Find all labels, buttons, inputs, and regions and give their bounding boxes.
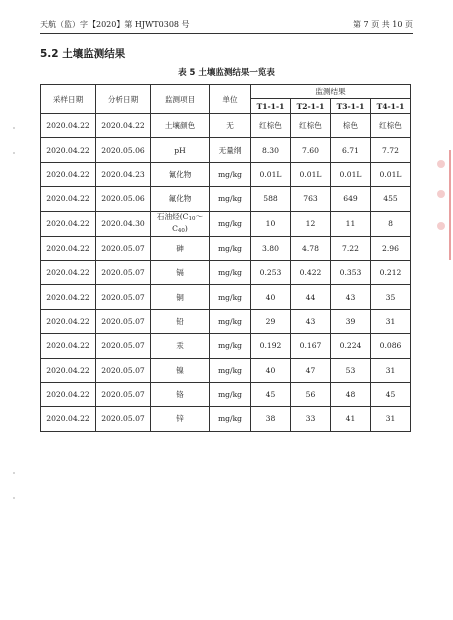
doc-number: 天航（监）字【2020】第 HJWT0308 号 <box>40 20 190 29</box>
value-cell: 39 <box>331 309 371 333</box>
item-cell: 砷 <box>151 236 210 260</box>
value-cell: 40 <box>251 358 291 382</box>
value-cell: 0.422 <box>291 260 331 284</box>
value-cell: 6.71 <box>331 138 371 162</box>
analysis-date-cell: 2020.05.07 <box>96 382 151 406</box>
item-cell: 铬 <box>151 382 210 406</box>
col-header-analysis-date: 分析日期 <box>96 85 151 114</box>
header-row <box>41 85 411 99</box>
value-cell: 0.167 <box>291 334 331 358</box>
item-text-part: 10 <box>188 215 196 222</box>
section-title: 5.2 土壤监测结果 <box>40 48 126 60</box>
unit-cell: 无 <box>210 114 251 138</box>
col-header-sample: T1-1-1 <box>251 99 291 114</box>
unit-cell: mg/kg <box>210 334 251 358</box>
table-row <box>41 358 411 382</box>
item-cell: 锌 <box>151 407 210 431</box>
value-cell: 35 <box>371 285 411 309</box>
item-text-part: 40 <box>177 227 185 234</box>
value-cell: 0.01L <box>291 162 331 186</box>
value-cell: 31 <box>371 358 411 382</box>
unit-cell: mg/kg <box>210 358 251 382</box>
col-header-item: 监测项目 <box>151 85 210 114</box>
item-cell: 氰化物 <box>151 162 210 186</box>
item-text-part: ～C <box>172 211 204 233</box>
value-cell: 2.96 <box>371 236 411 260</box>
analysis-date-cell: 2020.05.06 <box>96 187 151 211</box>
col-header-sample: T2-1-1 <box>291 99 331 114</box>
table-row <box>41 187 411 211</box>
sampling-date-cell: 2020.04.22 <box>41 187 96 211</box>
value-cell: 0.01L <box>251 162 291 186</box>
value-cell: 29 <box>251 309 291 333</box>
value-cell: 763 <box>291 187 331 211</box>
table-row <box>41 236 411 260</box>
value-cell: 0.224 <box>331 334 371 358</box>
item-cell: 镍 <box>151 358 210 382</box>
value-cell: 0.192 <box>251 334 291 358</box>
unit-cell: mg/kg <box>210 382 251 406</box>
item-text-part: ) <box>184 223 188 233</box>
unit-cell: mg/kg <box>210 187 251 211</box>
analysis-date-cell: 2020.05.07 <box>96 358 151 382</box>
value-cell: 7.72 <box>371 138 411 162</box>
sampling-date-cell: 2020.04.22 <box>41 407 96 431</box>
analysis-date-cell: 2020.05.07 <box>96 260 151 284</box>
sampling-date-cell: 2020.04.22 <box>41 285 96 309</box>
page-header <box>40 19 413 34</box>
sampling-date-cell: 2020.04.22 <box>41 358 96 382</box>
value-cell: 44 <box>291 285 331 309</box>
col-header-sampling-date: 采样日期 <box>41 85 96 114</box>
value-cell: 红棕色 <box>251 114 291 138</box>
value-cell: 56 <box>291 382 331 406</box>
value-cell: 7.60 <box>291 138 331 162</box>
value-cell: 棕色 <box>331 114 371 138</box>
item-cell: 镉 <box>151 260 210 284</box>
unit-cell: 无量纲 <box>210 138 251 162</box>
value-cell: 43 <box>291 309 331 333</box>
item-cell: pH <box>151 138 210 162</box>
sampling-date-cell: 2020.04.22 <box>41 382 96 406</box>
analysis-date-cell: 2020.05.07 <box>96 285 151 309</box>
value-cell: 0.086 <box>371 334 411 358</box>
unit-cell: mg/kg <box>210 285 251 309</box>
item-cell: 土壤颜色 <box>151 114 210 138</box>
value-cell: 11 <box>331 211 371 236</box>
unit-cell: mg/kg <box>210 211 251 236</box>
value-cell: 8.30 <box>251 138 291 162</box>
table-row <box>41 114 411 138</box>
table-caption: 表 5 土壤监测结果一览表 <box>178 68 275 78</box>
value-cell: 0.01L <box>371 162 411 186</box>
page-info: 第 7 页 共 10 页 <box>353 20 413 29</box>
value-cell: 31 <box>371 407 411 431</box>
value-cell: 3.80 <box>251 236 291 260</box>
unit-cell: mg/kg <box>210 309 251 333</box>
value-cell: 47 <box>291 358 331 382</box>
sampling-date-cell: 2020.04.22 <box>41 114 96 138</box>
analysis-date-cell: 2020.05.07 <box>96 309 151 333</box>
sampling-date-cell: 2020.04.22 <box>41 334 96 358</box>
unit-cell: mg/kg <box>210 162 251 186</box>
value-cell: 41 <box>331 407 371 431</box>
item-text-part: 石油烃(C <box>156 211 189 221</box>
value-cell: 31 <box>371 309 411 333</box>
unit-cell: mg/kg <box>210 407 251 431</box>
scan-dot <box>13 497 15 499</box>
value-cell: 8 <box>371 211 411 236</box>
unit-cell: mg/kg <box>210 260 251 284</box>
value-cell: 10 <box>251 211 291 236</box>
sampling-date-cell: 2020.04.22 <box>41 260 96 284</box>
sampling-date-cell: 2020.04.22 <box>41 211 96 236</box>
analysis-date-cell: 2020.05.07 <box>96 236 151 260</box>
item-cell: 铅 <box>151 309 210 333</box>
soil-results-table <box>40 84 411 432</box>
value-cell: 38 <box>251 407 291 431</box>
value-cell: 455 <box>371 187 411 211</box>
analysis-date-cell: 2020.04.23 <box>96 162 151 186</box>
table-body <box>41 114 411 432</box>
value-cell: 33 <box>291 407 331 431</box>
value-cell: 48 <box>331 382 371 406</box>
analysis-date-cell: 2020.04.22 <box>96 114 151 138</box>
table-row <box>41 407 411 431</box>
analysis-date-cell: 2020.05.07 <box>96 334 151 358</box>
col-header-sample: T4-1-1 <box>371 99 411 114</box>
value-cell: 0.353 <box>331 260 371 284</box>
table-row <box>41 382 411 406</box>
value-cell: 0.253 <box>251 260 291 284</box>
value-cell: 4.78 <box>291 236 331 260</box>
col-header-unit: 单位 <box>210 85 251 114</box>
scan-dot <box>13 472 15 474</box>
sampling-date-cell: 2020.04.22 <box>41 309 96 333</box>
col-header-results-group: 监测结果 <box>251 85 411 99</box>
unit-cell: mg/kg <box>210 236 251 260</box>
value-cell: 12 <box>291 211 331 236</box>
table-row <box>41 138 411 162</box>
sampling-date-cell: 2020.04.22 <box>41 138 96 162</box>
value-cell: 红棕色 <box>371 114 411 138</box>
item-cell <box>151 211 210 236</box>
value-cell: 45 <box>251 382 291 406</box>
analysis-date-cell: 2020.05.07 <box>96 407 151 431</box>
table-row <box>41 334 411 358</box>
value-cell: 40 <box>251 285 291 309</box>
item-cell: 汞 <box>151 334 210 358</box>
table-row <box>41 211 411 236</box>
scan-dot <box>13 127 15 129</box>
value-cell: 588 <box>251 187 291 211</box>
value-cell: 0.01L <box>331 162 371 186</box>
col-header-sample: T3-1-1 <box>331 99 371 114</box>
value-cell: 7.22 <box>331 236 371 260</box>
analysis-date-cell: 2020.04.30 <box>96 211 151 236</box>
table-row <box>41 260 411 284</box>
value-cell: 53 <box>331 358 371 382</box>
scan-dot <box>13 152 15 154</box>
item-cell: 铜 <box>151 285 210 309</box>
sampling-date-cell: 2020.04.22 <box>41 236 96 260</box>
seal-stamp-edge <box>431 150 451 260</box>
value-cell: 红棕色 <box>291 114 331 138</box>
item-cell: 氟化物 <box>151 187 210 211</box>
sampling-date-cell: 2020.04.22 <box>41 162 96 186</box>
table-row <box>41 162 411 186</box>
analysis-date-cell: 2020.05.06 <box>96 138 151 162</box>
value-cell: 43 <box>331 285 371 309</box>
value-cell: 649 <box>331 187 371 211</box>
value-cell: 0.212 <box>371 260 411 284</box>
table-row <box>41 285 411 309</box>
value-cell: 45 <box>371 382 411 406</box>
table-row <box>41 309 411 333</box>
